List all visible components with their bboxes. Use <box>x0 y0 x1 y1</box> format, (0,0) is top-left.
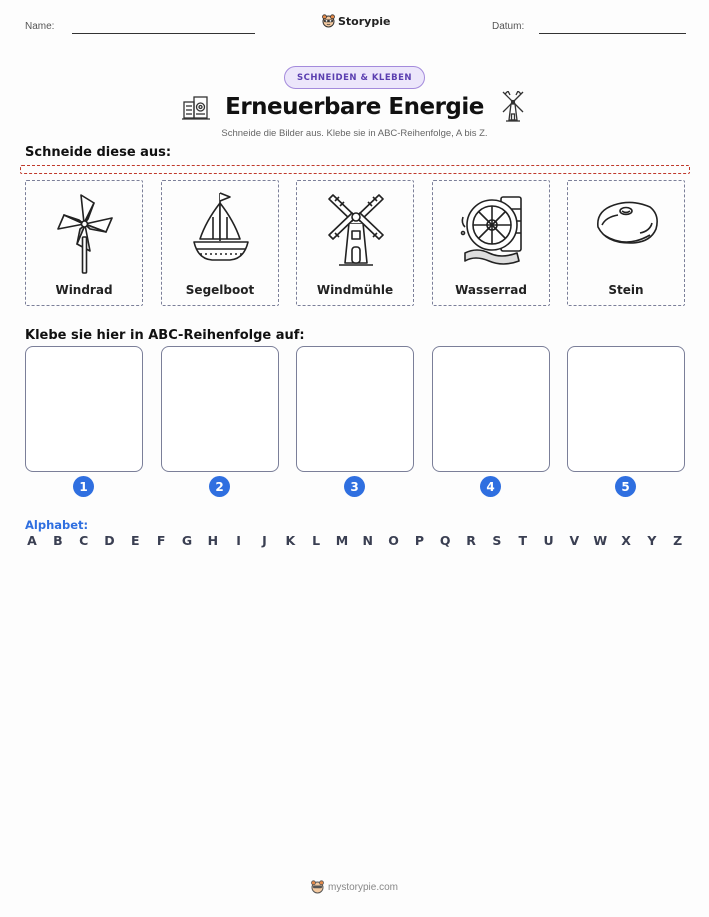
alphabet-letter: D <box>104 533 115 548</box>
alphabet-letter: Y <box>647 533 657 548</box>
alphabet-letter: F <box>156 533 166 548</box>
alphabet-letter: X <box>621 533 631 548</box>
storypie-mascot-icon <box>322 14 335 28</box>
alphabet-letter: J <box>262 533 267 548</box>
slot-number-2: 2 <box>209 476 230 497</box>
alphabet-letter: I <box>236 533 241 548</box>
power-plant-icon <box>181 92 211 122</box>
cut-card-windrad[interactable] <box>25 180 143 306</box>
alphabet-letter: O <box>388 533 399 548</box>
alphabet-label: Alphabet: <box>25 518 89 532</box>
brand-logo <box>322 14 390 28</box>
paste-section-heading: Klebe sie hier in ABC-Reihenfolge auf: <box>25 328 305 343</box>
name-label: Name: <box>25 21 55 32</box>
date-line[interactable] <box>539 33 686 34</box>
name-line[interactable] <box>72 33 255 34</box>
cut-card-segelboot[interactable] <box>161 180 279 306</box>
cut-line <box>20 165 690 174</box>
alphabet-letter: W <box>593 533 608 548</box>
title-row <box>0 91 709 123</box>
slot-number-1: 1 <box>73 476 94 497</box>
alphabet-letter: A <box>27 533 37 548</box>
waterwheel-icon <box>457 187 527 275</box>
paste-slot-2[interactable] <box>161 346 279 472</box>
paste-slot-3[interactable] <box>296 346 414 472</box>
date-label: Datum: <box>492 21 525 32</box>
activity-badge-text: SCHNEIDEN & KLEBEN <box>296 72 413 83</box>
storypie-mascot-icon <box>311 880 324 894</box>
alphabet-row <box>25 533 685 548</box>
alphabet-letter: G <box>181 533 193 548</box>
alphabet-letter: U <box>543 533 554 548</box>
windmill-icon <box>321 187 391 275</box>
card-label: Wasserrad <box>455 283 527 297</box>
alphabet-letter: Q <box>439 533 451 548</box>
page-title: Erneuerbare Energie <box>225 94 484 120</box>
activity-badge <box>284 66 425 89</box>
footer-url[interactable]: mystorypie.com <box>327 881 398 893</box>
alphabet-letter: T <box>518 533 527 548</box>
cut-card-wasserrad[interactable] <box>432 180 550 306</box>
alphabet-letter: K <box>285 533 296 548</box>
paste-slot-4[interactable] <box>432 346 550 472</box>
card-label: Windmühle <box>316 283 394 297</box>
alphabet-letter: L <box>312 533 321 548</box>
cut-card-stein[interactable] <box>567 180 685 306</box>
slot-number-3: 3 <box>344 476 365 497</box>
alphabet-letter: V <box>569 533 580 548</box>
cut-card-windmuehle[interactable] <box>296 180 414 306</box>
alphabet-letter: H <box>207 533 219 548</box>
alphabet-letter: C <box>79 533 89 548</box>
paste-slot-5[interactable] <box>567 346 685 472</box>
alphabet-letter: R <box>466 533 476 548</box>
alphabet-letter: N <box>362 533 373 548</box>
alphabet-letter: E <box>131 533 140 548</box>
slot-number-5: 5 <box>615 476 636 497</box>
card-label: Windrad <box>55 283 113 297</box>
alphabet-letter: S <box>492 533 502 548</box>
stone-icon <box>592 187 662 275</box>
slot-number-4: 4 <box>480 476 501 497</box>
paste-slot-1[interactable] <box>25 346 143 472</box>
instructions: Schneide die Bilder aus. Klebe sie in ABC-Reihenfolge, A bis Z. <box>221 128 488 139</box>
alphabet-letter: M <box>335 533 349 548</box>
footer <box>0 880 709 894</box>
sailboat-icon <box>186 187 256 275</box>
brand-name: Storypie <box>338 14 391 28</box>
alphabet-letter: Z <box>673 533 683 548</box>
alphabet-letter: B <box>53 533 63 548</box>
card-label: Segelboot <box>185 283 255 297</box>
cut-section-heading: Schneide diese aus: <box>25 145 172 160</box>
alphabet-letter: P <box>414 533 424 548</box>
card-label: Stein <box>608 283 644 297</box>
pinwheel-icon <box>50 187 120 275</box>
windmill-small-icon <box>498 91 528 123</box>
